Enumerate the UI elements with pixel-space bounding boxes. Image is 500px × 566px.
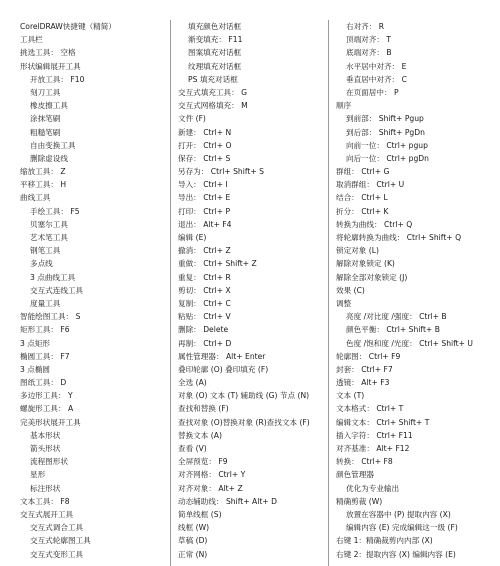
shortcut-line: 草稿 (D) (178, 536, 208, 546)
shortcut-line: 贝塞尔工具 (30, 219, 68, 229)
shortcut-line: 全屏预览： F9 (178, 457, 228, 467)
shortcut-line: 调整 (336, 298, 352, 308)
shortcut-line: 基本形状 (30, 430, 61, 440)
shortcut-line: 编辑文本： Ctrl+ Shift+ T (336, 417, 430, 427)
shortcut-line: 叠印轮廓 (O) 叠印填充 (F) (178, 364, 269, 374)
shortcut-line: 重做： Ctrl+ Shift+ Z (178, 259, 257, 269)
shortcut-line: 简单线框 (S) (178, 509, 222, 519)
shortcut-line: 曲线工具 (20, 193, 51, 203)
shortcut-line: 粗糙笔刷 (30, 127, 61, 137)
shortcut-line: 退出： Alt+ F4 (178, 219, 232, 229)
shortcut-line: 锁定对象 (L) (336, 246, 379, 256)
shortcut-line: 文本工具： F8 (20, 496, 70, 506)
shortcut-line: 导出： Ctrl+ E (178, 193, 231, 203)
shortcut-line: 转换： Ctrl+ F8 (336, 457, 393, 467)
shortcut-line: 3 点曲线工具 (30, 272, 76, 282)
shortcut-line: 向前一位： Ctrl+ pgup (346, 140, 428, 150)
shortcut-line: 顺序 (336, 101, 352, 111)
shortcut-line: 动态辅助线： Shift+ Alt+ D (178, 496, 277, 506)
shortcut-line: 解除全部对象锁定 (J) (336, 272, 408, 282)
shortcut-line: 线框 (W) (178, 523, 210, 533)
shortcut-line: 右键 1：精确裁剪内内部 (X) (336, 536, 433, 546)
shortcut-line: 向后一位： Ctrl+ pgDn (346, 153, 429, 163)
shortcut-line: 查找和替换 (F) (178, 404, 229, 414)
shortcut-line: 开放工具： F10 (30, 74, 85, 84)
shortcut-line: 剪切： Ctrl+ X (178, 285, 231, 295)
shortcut-line: 标注形状 (30, 483, 61, 493)
shortcut-line: 到前部： Shift+ Pgup (346, 114, 424, 124)
shortcut-line: 纹理填充对话框 (188, 61, 242, 71)
shortcut-line: 渐变填充： F11 (188, 35, 243, 45)
shortcut-line: 亮度 /对比度 /强度： Ctrl+ B (346, 312, 447, 322)
shortcut-line: 放置在容器中 (P) 提取内容 (X) (346, 509, 451, 519)
shortcut-line: 编辑内容 (E) 完成编辑这一级 (F) (346, 523, 458, 533)
shortcut-line: 打印： Ctrl+ P (178, 206, 231, 216)
shortcut-line: 图纸工具： D (20, 378, 67, 388)
shortcut-line: 删除： Delete (178, 325, 229, 335)
shortcut-line: 正常 (N) (178, 549, 208, 559)
shortcut-line: 交互式填充工具： G (178, 87, 248, 97)
shortcut-line: 转换为曲线： Ctrl+ Q (336, 219, 413, 229)
shortcut-line: 文本格式： Ctrl+ T (336, 404, 404, 414)
shortcut-line: PS 填充对话框 (188, 74, 238, 84)
shortcut-line: 封套： Ctrl+ F7 (336, 364, 393, 374)
shortcut-line: 交互式网格填充： M (178, 101, 248, 111)
column-2 (178, 20, 329, 566)
shortcut-line: 对齐基准： Alt+ F12 (336, 444, 410, 453)
shortcut-line: 新建： Ctrl+ N (178, 127, 232, 137)
shortcut-line: 重复： Ctrl+ R (178, 272, 231, 282)
shortcut-line: 橡皮擦工具 (30, 101, 68, 111)
shortcut-line: 垂直居中对齐： C (346, 74, 407, 84)
shortcut-line: 自由变换工具 (30, 140, 76, 150)
shortcut-line: 透镜： Alt+ F3 (336, 378, 390, 388)
shortcut-line: 螺旋形工具： A (20, 404, 74, 414)
shortcut-line: 再制： Ctrl+ D (178, 338, 232, 348)
shortcut-line: 颜色管理器 (336, 470, 374, 480)
shortcut-line: 折分： Ctrl+ K (336, 206, 389, 216)
shortcut-line: 星形 (30, 470, 46, 480)
shortcut-line: 多点线 (30, 259, 53, 269)
shortcut-line: 3 点矩形 (20, 338, 51, 348)
shortcut-line: 保存： Ctrl+ S (178, 153, 231, 163)
shortcut-line: 涂抹笔刷 (30, 114, 61, 124)
shortcut-line: 箭头形状 (30, 444, 61, 453)
shortcut-line: 群组： Ctrl+ G (336, 167, 390, 177)
shortcut-line: 交互式变形工具 (30, 549, 84, 559)
shortcut-line: 形状编辑展开工具 (20, 61, 81, 71)
shortcut-line: 钢笔工具 (30, 246, 61, 256)
shortcut-line: 缩放工具： Z (20, 167, 66, 177)
column-3 (336, 20, 498, 561)
shortcut-line: 精确剪裁 (W) (336, 496, 383, 506)
shortcut-line: 对齐对象： Alt+ Z (178, 483, 243, 493)
shortcut-line: 轮廓图： Ctrl+ F9 (336, 351, 401, 361)
shortcut-line: 工具栏 (20, 35, 43, 45)
shortcut-line: 艺术笔工具 (30, 233, 68, 242)
shortcut-line: 优化为专业输出 (346, 483, 400, 493)
shortcut-line: 挑选工具： 空格 (20, 48, 76, 58)
shortcut-line: 对象 (O) 文本 (T) 辅助线 (G) 节点 (N) (178, 391, 310, 401)
shortcut-line: 将轮廓转换为曲线： Ctrl+ Shift+ Q (336, 233, 462, 242)
shortcut-line: 度量工具 (30, 298, 61, 308)
shortcut-line: 解除对象锁定 (K) (336, 259, 395, 269)
shortcut-line: 另存为： Ctrl+ Shift+ S (178, 167, 264, 177)
shortcut-line: 打开： Ctrl+ O (178, 140, 232, 150)
shortcut-line: 撤消： Ctrl+ Z (178, 246, 231, 256)
shortcut-line: 全选 (A) (178, 378, 207, 388)
shortcut-line: 查看 (V) (178, 444, 207, 453)
shortcut-line: 平移工具： H (20, 180, 67, 190)
shortcut-line: 颜色平衡： Ctrl+ Shift+ B (346, 325, 440, 335)
shortcut-line: 填充颜色对话框 (188, 22, 242, 31)
shortcut-line: 取消群组： Ctrl+ U (336, 180, 405, 190)
shortcut-line: 图案填充对话框 (188, 48, 242, 58)
shortcut-line: 交互式展开工具 (20, 509, 74, 519)
shortcut-line: 顶端对齐： T (346, 35, 392, 45)
shortcut-line: 编辑 (E) (178, 233, 207, 242)
shortcut-line: 文件 (F) (178, 114, 206, 124)
shortcut-line: 对齐网格： Ctrl+ Y (178, 470, 246, 480)
shortcut-line: CorelDRAW快捷键（精简） (20, 22, 116, 31)
shortcut-line: 智能绘图工具： S (20, 312, 81, 322)
shortcut-line: 结合： Ctrl+ L (336, 193, 388, 203)
shortcut-line: 复制： Ctrl+ C (178, 298, 231, 308)
shortcut-line: 到后部： Shift+ PgDn (346, 127, 425, 137)
shortcut-line: 粘贴： Ctrl+ V (178, 312, 231, 322)
shortcut-line: 删除虚设线 (30, 153, 68, 163)
shortcut-line: 手绘工具： F5 (30, 206, 80, 216)
shortcut-line: 交互式调合工具 (30, 523, 84, 533)
shortcut-line: 插入字符： Ctrl+ F11 (336, 430, 413, 440)
shortcut-line: 完美形状展开工具 (20, 417, 81, 427)
shortcut-line: 右对齐： R (346, 22, 385, 31)
shortcut-line: 效果 (C) (336, 285, 365, 295)
shortcut-line: 椭圆工具： F7 (20, 351, 70, 361)
shortcut-line: 导入： Ctrl+ I (178, 180, 228, 190)
shortcut-line: 色度 /饱和度 /光度： Ctrl+ Shift+ U (346, 338, 473, 348)
shortcut-line: 属性管理器： Alt+ Enter (178, 351, 266, 361)
shortcut-line: 交互式连线工具 (30, 285, 84, 295)
shortcut-line: 右键 2：提取内容 (X) 编辑内容 (E) (336, 549, 456, 559)
shortcut-line: 3 点椭圆 (20, 364, 51, 374)
shortcut-line: 刻刀工具 (30, 87, 61, 97)
shortcut-line: 替换文本 (A) (178, 430, 222, 440)
shortcut-line: 底端对齐： B (346, 48, 392, 58)
shortcut-line: 多边形工具： Y (20, 391, 73, 401)
shortcut-line: 在页面居中： P (346, 87, 399, 97)
shortcut-line: 矩形工具： F6 (20, 325, 70, 335)
shortcut-line: 文本 (T) (336, 391, 365, 401)
column-1 (20, 20, 171, 566)
shortcut-line: 流程图形状 (30, 457, 68, 467)
shortcut-line: 查找对象 (O)替换对象 (R)查找文本 (F) (178, 417, 310, 427)
shortcut-line: 水平居中对齐： E (346, 61, 407, 71)
shortcut-line: 交互式轮廓图工具 (30, 536, 91, 546)
